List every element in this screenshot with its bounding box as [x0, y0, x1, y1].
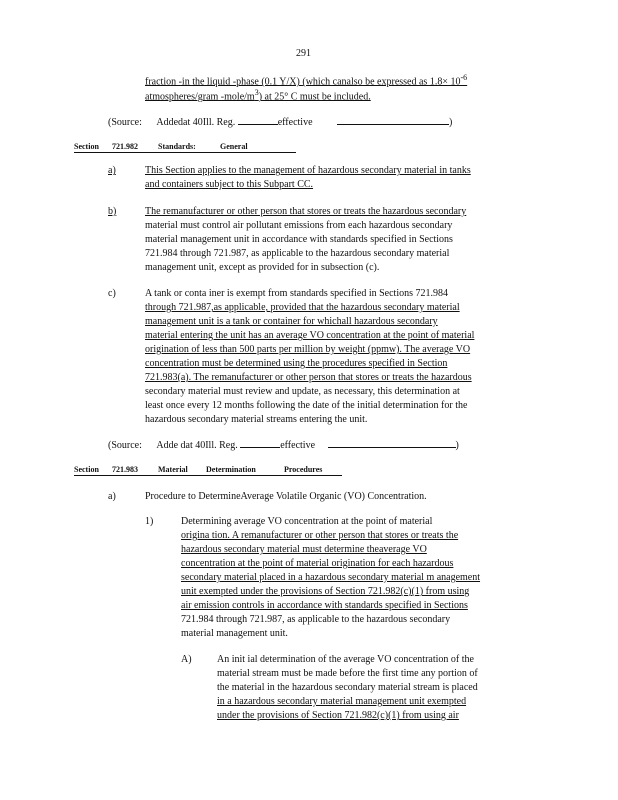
section-subtitle: Determination: [206, 465, 256, 474]
item-a-marker: a): [108, 165, 116, 176]
section-word: Section: [74, 465, 99, 474]
item-1-marker: 1): [145, 516, 154, 527]
item-a-line: This Section applies to the management of hazardous secondary material in tanks: [145, 165, 471, 176]
section-title: Material: [158, 465, 188, 474]
source-close: ): [455, 440, 459, 451]
item-1-line: 721.984 through 721.987, as applicable to the hazardous secondary: [181, 614, 451, 625]
source-label: (Source:: [108, 440, 142, 451]
item-A-line: the material in the hazardous secondary material stream is placed: [217, 682, 478, 693]
item-c-line: concentration must be determined using the procedures specified in Section: [145, 358, 448, 369]
blank-line: [337, 115, 449, 125]
intro-line-2-sup: 3: [254, 88, 259, 97]
blank-line: [240, 438, 280, 448]
item-c-line: origination of less than 500 parts per million by weight (ppmw). The average VO: [145, 344, 471, 355]
item-c-line: A tank or conta iner is exempt from standards specified in Sections 721.984: [145, 288, 448, 299]
page-number: 291: [296, 48, 311, 59]
item-1-line: unit exempted under the provisions of Section 721.982(c)(1) from using: [181, 586, 470, 597]
item-c-line: material entering the unit has an average VO concentration at the point of material: [145, 330, 475, 341]
section-rule: [74, 475, 342, 476]
item-b-line: material management unit in accordance with standards specified in Sections: [145, 234, 453, 245]
intro-line-2-text: atmospheres/gram -mole/m: [145, 91, 255, 103]
section-title: Standards:: [158, 142, 196, 151]
item-1-line: origina tion. A remanufacturer or other person that stores or treats the: [181, 530, 459, 541]
item-c-line: secondary material must review and update, as necessary, this determination at: [145, 386, 460, 397]
source-note-2: [108, 438, 459, 452]
item-1-line: concentration at the point of material origination for each hazardous: [181, 558, 454, 569]
section-rule: [74, 152, 296, 153]
section-word: Section: [74, 142, 99, 151]
blank-line: [328, 438, 456, 448]
item-c-line: least once every 12 months following the date of the initial determination for the: [145, 400, 468, 411]
item-c-line: management unit is a tank or container for whichall hazardous secondary: [145, 316, 438, 327]
item-c-line: hazardous secondary material streams entering the unit.: [145, 414, 368, 425]
item-b-line: The remanufacturer or other person that stores or treats the hazardous secondary: [145, 206, 467, 217]
item-c-marker: c): [108, 288, 116, 299]
intro-line-1: [145, 73, 467, 88]
source-text: Addedat 40Ill. Reg.: [156, 117, 236, 128]
item-1-line: secondary material placed in a hazardous secondary material m anagement: [181, 572, 481, 583]
intro-line-1-text: fraction -in the liquid -phase (0.1 Y/X) (which canalso be expressed as 1.8× 10: [145, 76, 461, 88]
item-A-line: material stream must be made before the first time any portion of: [217, 668, 478, 679]
item-a-line: and containers subject to this Subpart CC.: [145, 179, 314, 190]
item-983a-text: Procedure to DetermineAverage Volatile Organic (VO) Concentration.: [145, 491, 427, 502]
item-1-line: hazardous secondary material must determine theaverage VO: [181, 544, 427, 555]
item-c-line: through 721.987,as applicable, provided that the hazardous secondary material: [145, 302, 460, 313]
item-b-line: management unit, except as provided for in subsection (c).: [145, 262, 380, 273]
item-A-line: An init ial determination of the average VO concentration of the: [217, 654, 474, 665]
source-label: (Source:: [108, 117, 142, 128]
item-983a-marker: a): [108, 491, 116, 502]
source-close: ): [449, 117, 453, 128]
section-number: 721.983: [112, 465, 138, 474]
blank-line: [238, 115, 278, 125]
item-b-marker: b): [108, 206, 117, 217]
item-c-line: 721.983(a). The remanufacturer or other person that stores or treats the hazardous: [145, 372, 472, 383]
section-subtitle-2: Procedures: [284, 465, 323, 474]
item-A-line: under the provisions of Section 721.982(c)(1) from using air: [217, 710, 459, 721]
effective-label: effective: [277, 117, 313, 128]
intro-line-2: [145, 88, 371, 103]
item-b-line: 721.984 through 721.987, as applicable to the hazardous secondary material: [145, 248, 450, 259]
section-number: 721.982: [112, 142, 138, 151]
item-1-line: air emission controls in accordance with standards specified in Sections: [181, 600, 468, 611]
item-A-marker: A): [181, 654, 192, 665]
item-1-line: Determining average VO concentration at the point of material: [181, 516, 433, 527]
source-note-1: [108, 115, 452, 129]
item-1-line: material management unit.: [181, 628, 288, 639]
item-A-line: in a hazardous secondary material management unit exempted: [217, 696, 467, 707]
intro-line-1-sup: -6: [460, 73, 468, 82]
section-subtitle: General: [220, 142, 248, 151]
source-text: Adde dat 40Ill. Reg.: [156, 440, 238, 451]
item-b-line: material must control air pollutant emissions from each hazardous secondary: [145, 220, 453, 231]
intro-line-2-end: ) at 25° C must be included.: [258, 91, 371, 103]
effective-label: effective: [280, 440, 316, 451]
